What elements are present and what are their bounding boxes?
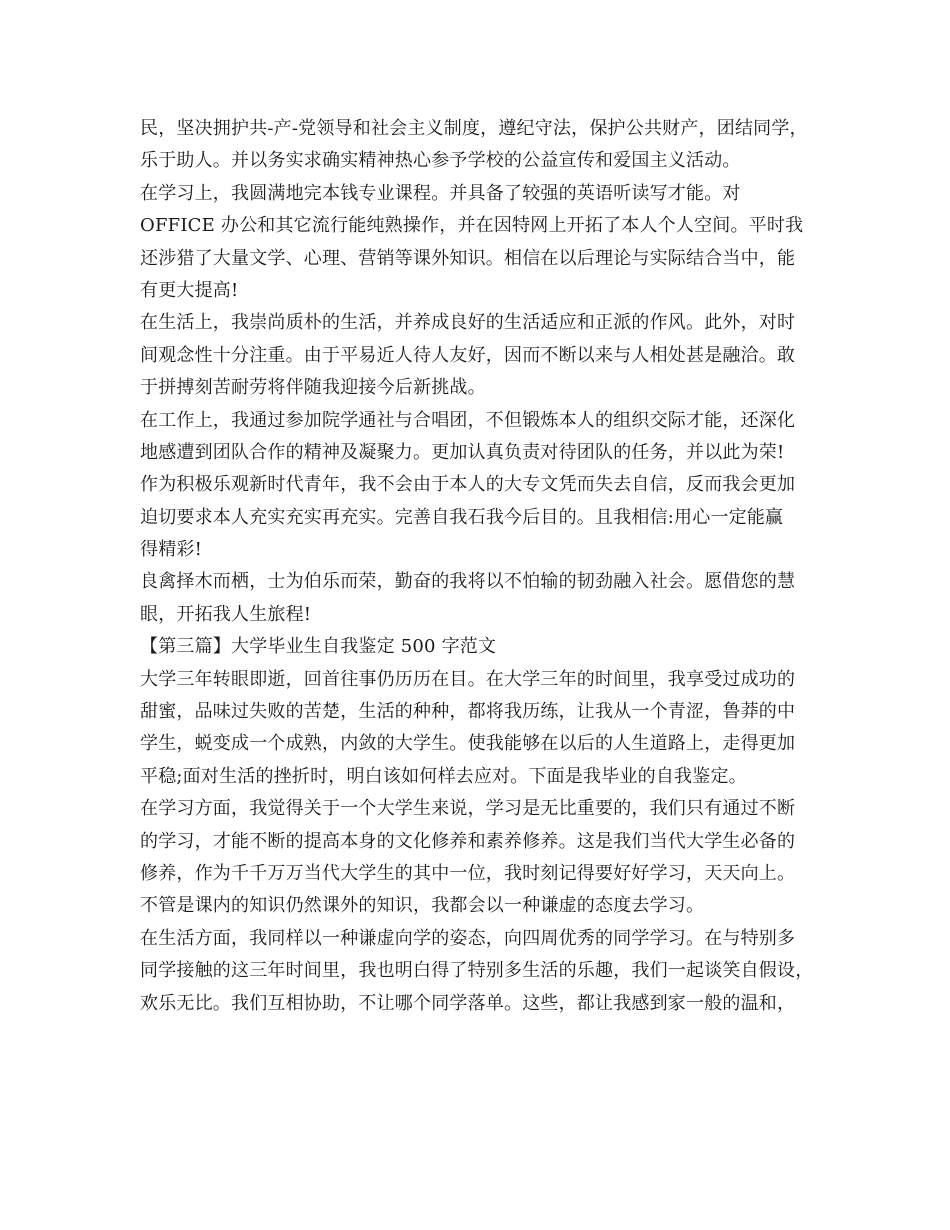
text-line: 修养，作为千千万万当代大学生的其中一位，我时刻记得要好好学习，天天向上。 — [140, 862, 796, 884]
text-line: 间观念性十分注重。由于平易近人待人友好，因而不断以来与人相处甚是融洽。敢 — [140, 344, 796, 366]
text-line: 得精彩! — [140, 539, 203, 561]
text-line: 在工作上，我通过参加院学通社与合唱团，不但锻炼本人的组织交际才能，还深化 — [140, 409, 796, 431]
text-line: 欢乐无比。我们互相协助，不让哪个同学落单。这些，都让我感到家一般的温和， — [140, 992, 796, 1014]
text-line: 在学习上，我圆满地完本钱专业课程。并具备了较强的英语听读写才能。对 — [140, 182, 741, 204]
text-line: 的学习，才能不断的提高本身的文化修养和素养修养。这是我们当代大学生必备的 — [140, 830, 796, 852]
text-line: 乐于助人。并以务实求确实精神热心参予学校的公益宣传和爱国主义活动。 — [140, 150, 741, 172]
text-line: 有更大提高! — [140, 279, 239, 301]
text-line: 于拼搏刻苦耐劳将伴随我迎接今后新挑战。 — [140, 377, 486, 399]
text-line: 还涉猎了大量文学、心理、营销等课外知识。相信在以后理论与实际结合当中，能 — [140, 247, 796, 269]
text-line: 同学接触的这三年时间里，我也明白得了特别多生活的乐趣，我们一起谈笑自假设， — [140, 960, 814, 982]
text-line: 在生活上，我崇尚质朴的生活，并养成良好的生活适应和正派的作风。此外，对时 — [140, 312, 796, 334]
text-line: 学生，蜕变成一个成熟，内敛的大学生。使我能够在以后的人生道路上，走得更加 — [140, 733, 796, 755]
text-line: 迫切要求本人充实充实再充实。完善自我石我今后目的。且我相信:用心一定能赢 — [140, 506, 784, 528]
section-heading: 【第三篇】大学毕业生自我鉴定 500 字范文 — [140, 636, 497, 658]
text-line: 眼，开拓我人生旅程! — [140, 603, 312, 625]
text-line: 良禽择木而栖，士为伯乐而荣，勤奋的我将以不怕输的韧劲融入社会。愿借您的慧 — [140, 571, 796, 593]
document-body — [140, 113, 820, 1020]
text-line: 不管是课内的知识仍然课外的知识，我都会以一种谦虚的态度去学习。 — [140, 895, 705, 917]
text-line: 在学习方面，我觉得关于一个大学生来说，学习是无比重要的，我们只有通过不断 — [140, 798, 796, 820]
text-line: 作为积极乐观新时代青年，我不会由于本人的大专文凭而失去自信，反而我会更加 — [140, 474, 796, 496]
text-line: 在生活方面，我同样以一种谦虚向学的姿态，向四周优秀的同学学习。在与特别多 — [140, 927, 796, 949]
text-line: 民，坚决拥护共-产-党领导和社会主义制度，遵纪守法，保护公共财产，团结同学， — [140, 118, 808, 139]
text-line: 地感遭到团队合作的精神及凝聚力。更加认真负责对待团队的任务，并以此为荣! — [140, 441, 785, 463]
text-line: 甜蜜，品味过失败的苦楚，生活的种种，都将我历练，让我从一个青涩，鲁莽的中 — [140, 701, 796, 723]
text-line: 大学三年转眼即逝，回首往事仍历历在目。在大学三年的时间里，我享受过成功的 — [140, 668, 796, 690]
text-line: OFFICE 办公和其它流行能纯熟操作，并在因特网上开拓了本人个人空间。平时我 — [140, 215, 804, 237]
text-line: 平稳;面对生活的挫折时，明白该如何样去应对。下面是我毕业的自我鉴定。 — [140, 765, 747, 787]
